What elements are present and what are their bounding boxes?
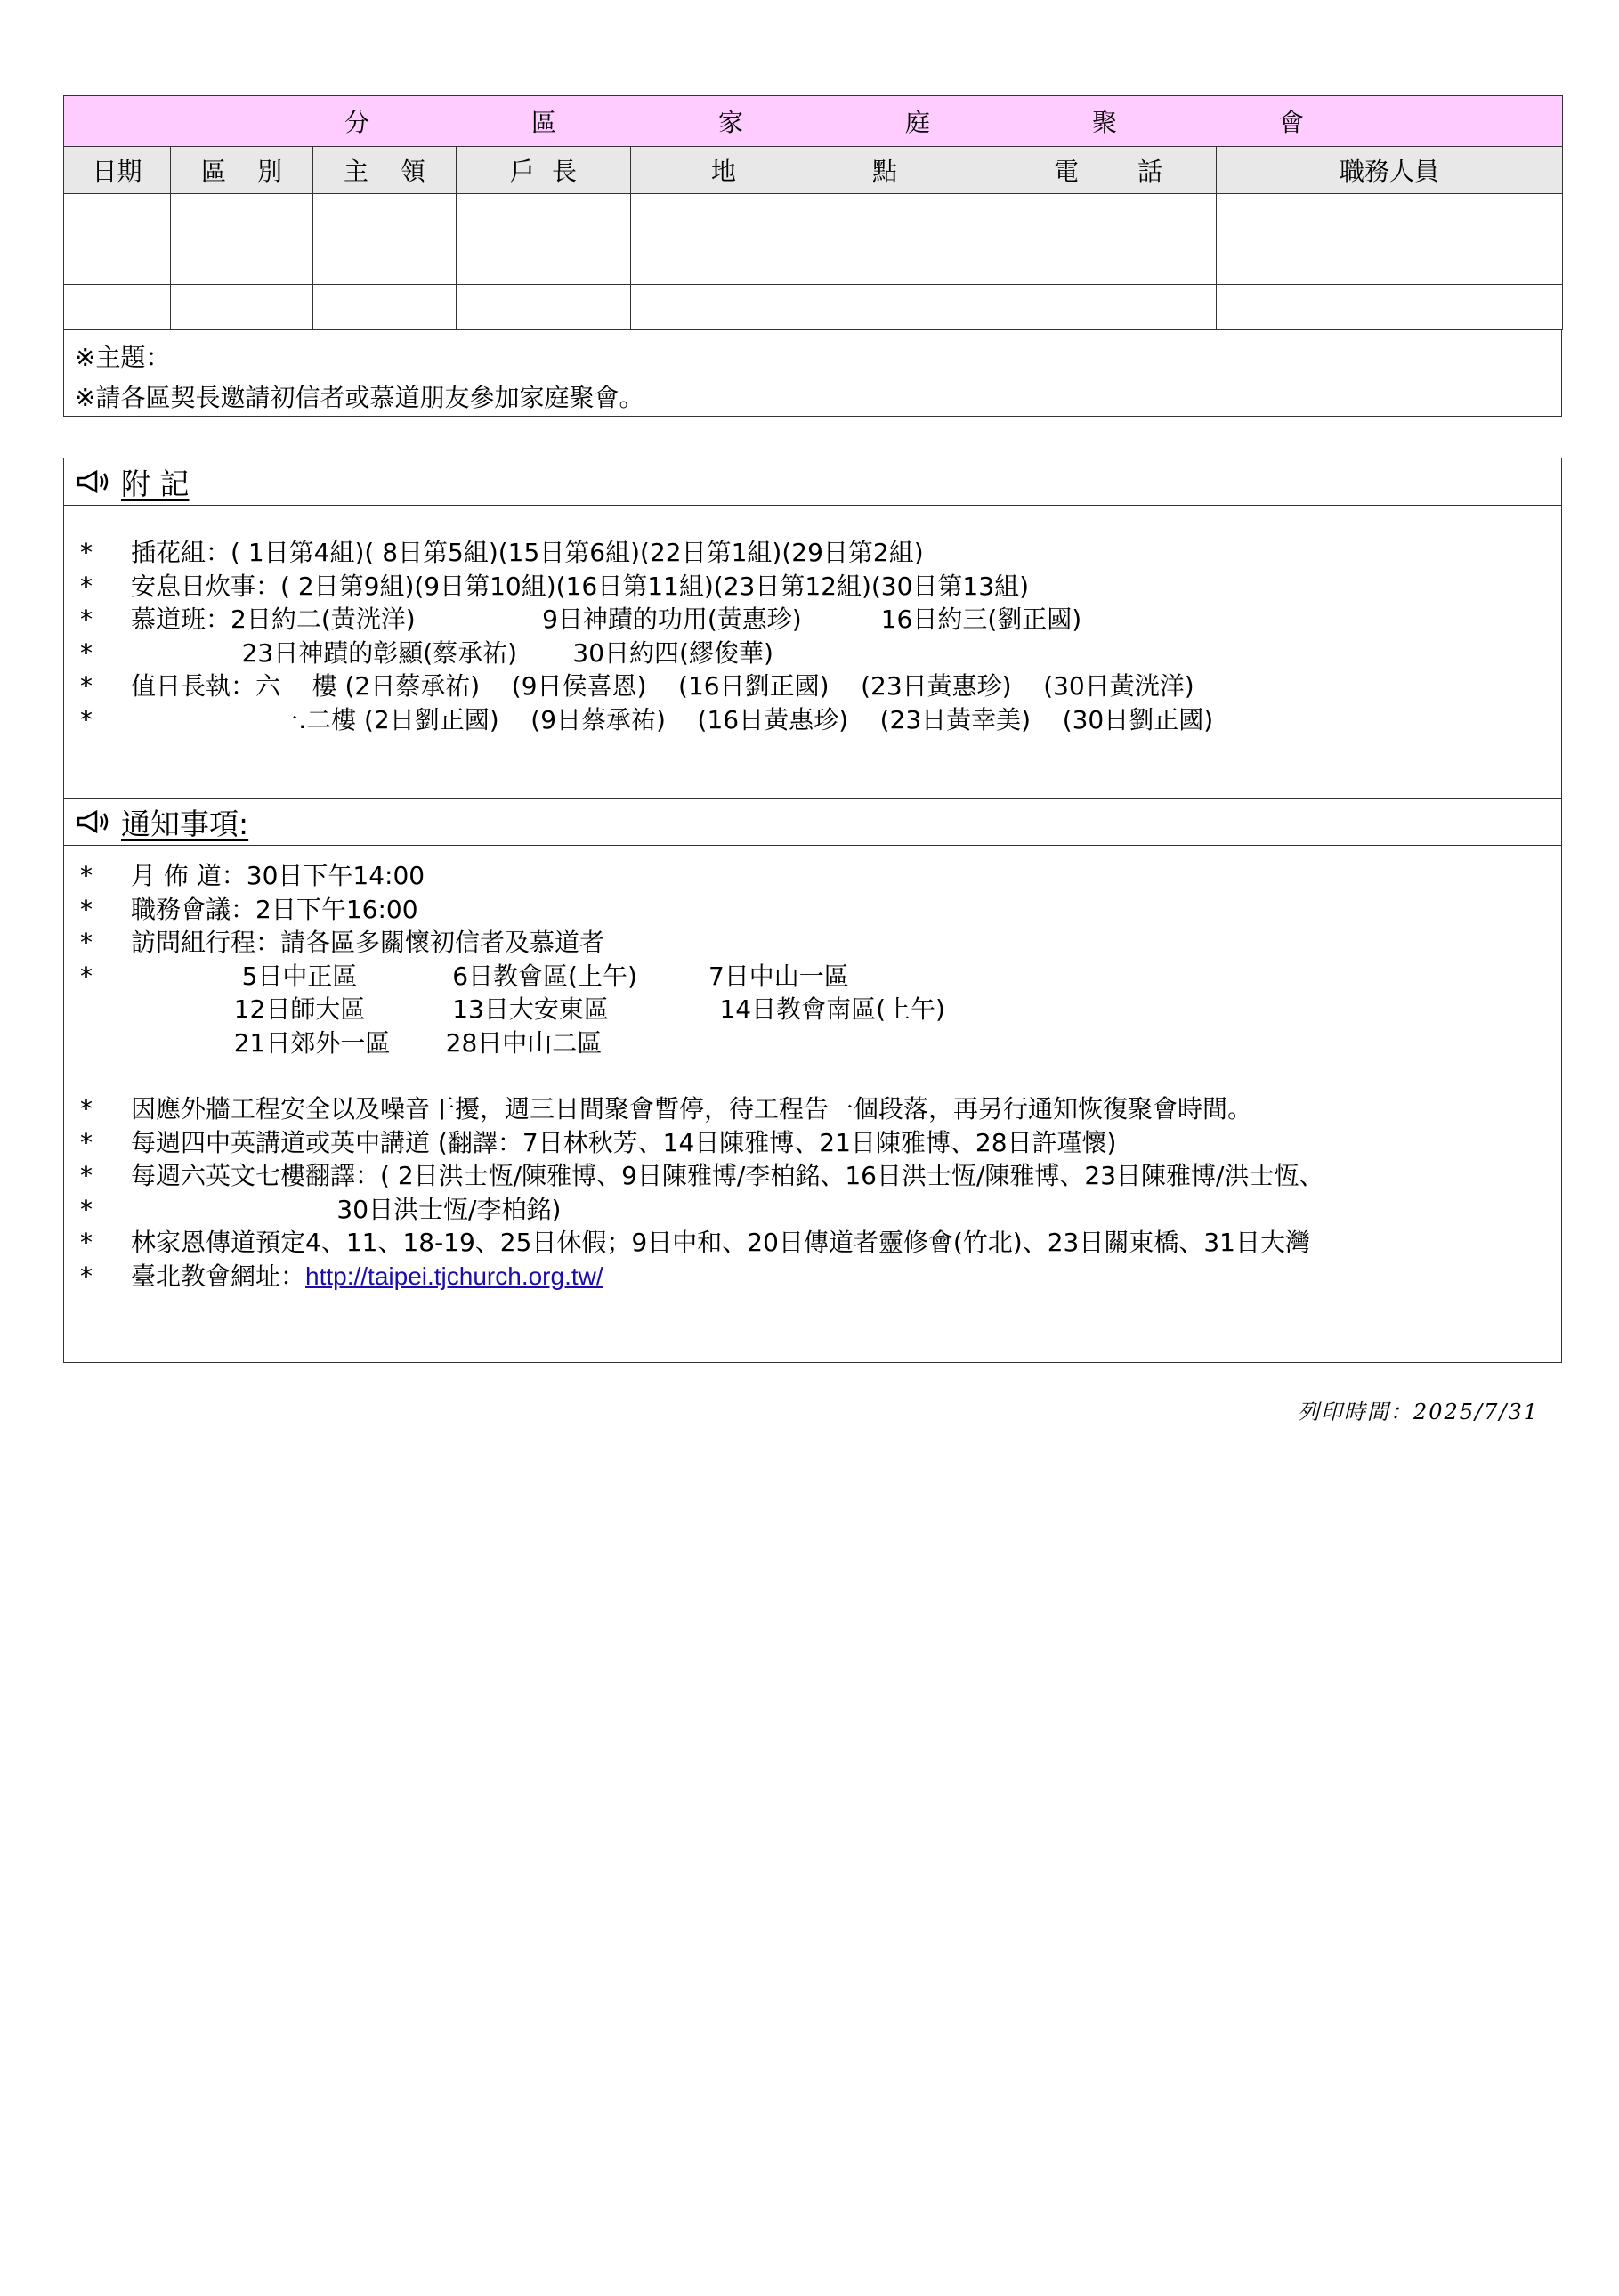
appendix-header <box>64 458 1561 506</box>
header-host: 戶 長 <box>457 147 631 194</box>
appendix-notices-box <box>63 458 1562 1363</box>
list-item: * 值日長執：六 樓 (2日蔡承祐) (9日侯喜恩) (16日劉正國) (23日黃惠珍) (30日黃洸洋) <box>80 671 1194 701</box>
header-location: 地 點 <box>631 147 1000 194</box>
list-item: * 因應外牆工程安全以及噪音干擾，週三日間聚會暫停，待工程告一個段落，再另行通知恢復聚會時間。 <box>80 1094 1253 1124</box>
list-item: * 一.二樓 (2日劉正國) (9日蔡承祐) (16日黃惠珍) (23日黃幸美) (30日劉正國) <box>80 704 1214 734</box>
theme-box <box>63 330 1562 417</box>
theme-label: ※主題： <box>75 343 171 372</box>
invite-note: ※請各區契長邀請初信者或慕道朋友參加家庭聚會。 <box>75 383 644 412</box>
website-link[interactable]: http://taipei.tjchurch.org.tw/ <box>305 1262 603 1290</box>
table-header-row <box>64 147 1563 194</box>
list-item: * 訪問組行程：請各區多關懷初信者及慕道者 <box>80 928 605 957</box>
title-char: 聚 <box>1092 108 1118 137</box>
table-row <box>64 285 1563 330</box>
list-item: * 5日中正區 6日教會區(上午) 7日中山一區 <box>80 961 849 991</box>
appendix-title: 附 記 <box>121 466 190 501</box>
table-row <box>64 239 1563 285</box>
table-title-row <box>64 96 1563 147</box>
list-item: * 慕道班：2日約二(黃洸洋) 9日神蹟的功用(黃惠珍) 16日約三(劉正國) <box>80 604 1082 634</box>
list-item: * 林家恩傳道預定4、11、18-19、25日休假；9日中和、20日傳道者靈修會(竹北)、23日關東橋、31日大灣 <box>80 1228 1310 1257</box>
list-item: * 每週六英文七樓翻譯：( 2日洪士恆/陳雅博、9日陳雅博/李柏銘、16日洪士恆/陳雅博、23日陳雅博/洪士恆、 <box>80 1161 1324 1190</box>
title-char: 區 <box>531 108 557 137</box>
header-phone: 電 話 <box>1000 147 1217 194</box>
title-char: 庭 <box>905 108 931 137</box>
list-item: * 職務會議：2日下午16:00 <box>80 894 418 924</box>
title-char: 分 <box>344 108 370 137</box>
list-item: * 插花組：( 1日第4組)( 8日第5組)(15日第6組)(22日第1組)(29日第2組) <box>80 538 924 567</box>
notices-header <box>64 798 1561 846</box>
megaphone-icon <box>75 808 110 835</box>
list-item: * 23日神蹟的彰顯(蔡承祐) 30日約四(繆俊華) <box>80 637 773 668</box>
notices-title: 通知事項: <box>121 806 249 841</box>
list-item: * 臺北教會網址：http://taipei.tjchurch.org.tw/ <box>80 1261 603 1291</box>
list-item: * 每週四中英講道或英中講道 (翻譯：7日林秋芳、14日陳雅博、21日陳雅博、28日許瑾懷) <box>80 1127 1117 1157</box>
header-date: 日期 <box>64 147 171 194</box>
list-item: * 安息日炊事：( 2日第9組)(9日第10組)(16日第11組)(23日第12組)(30日第13組) <box>80 571 1029 601</box>
home-meeting-table <box>63 95 1563 330</box>
list-item: 12日師大區 13日大安東區 14日教會南區(上午) <box>131 994 945 1024</box>
print-time: 列印時間：2025/7/31 <box>1297 1400 1539 1424</box>
notices-body <box>64 846 1561 1362</box>
header-district: 區 別 <box>171 147 313 194</box>
title-char: 會 <box>1279 108 1305 137</box>
table-row <box>64 194 1563 239</box>
website-label: 臺北教會網址： <box>131 1261 306 1291</box>
bulletin-page <box>63 95 1562 1363</box>
title-char: 家 <box>718 108 744 137</box>
list-item: * 30日洪士恆/李柏銘) <box>80 1194 562 1224</box>
header-leader: 主 領 <box>313 147 457 194</box>
list-item: * 月 佈 道：30日下午14:00 <box>80 861 425 890</box>
appendix-body <box>64 506 1561 798</box>
list-item: 21日郊外一區 28日中山二區 <box>131 1027 603 1058</box>
header-staff: 職務人員 <box>1217 147 1563 194</box>
table-title <box>64 96 1563 147</box>
megaphone-icon <box>75 468 110 495</box>
